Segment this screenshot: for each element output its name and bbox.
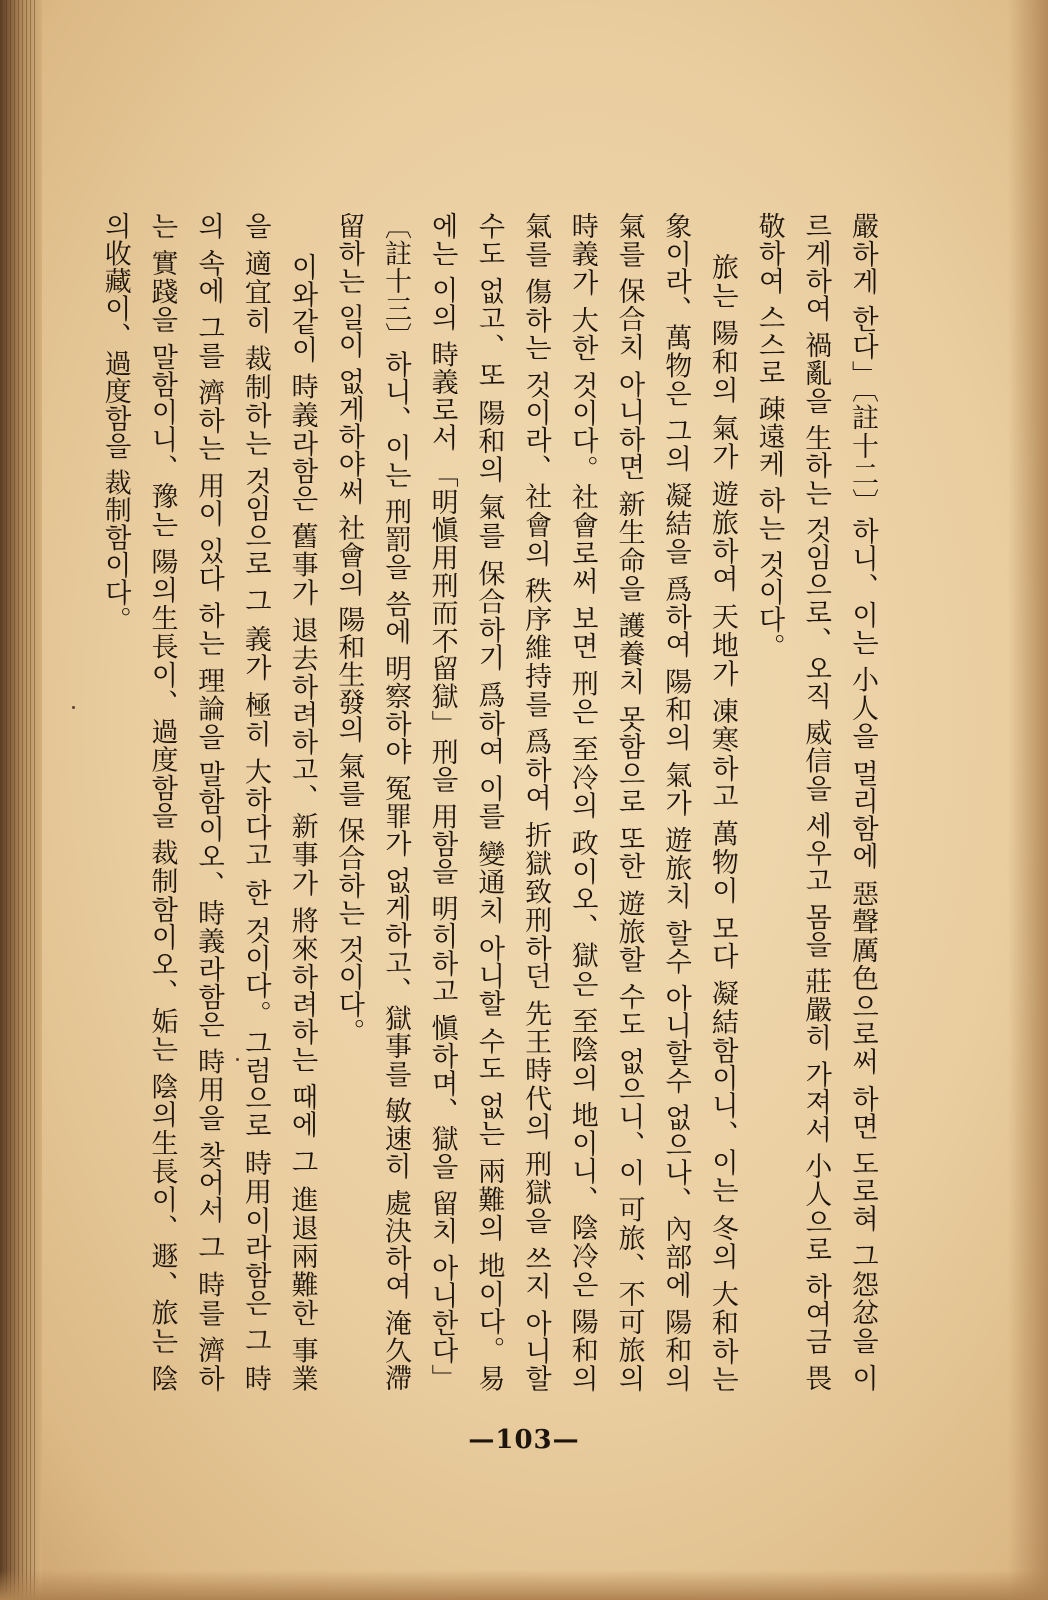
vertical-text-body <box>99 212 885 1392</box>
paper-speck <box>72 706 75 709</box>
paragraph-3: 이와같이 時義라함은 舊事가 退去하려하고、新事가 將來하려하는 때에 그 進退兩難한 事業을 適宜히 裁制하는 것임으로 그 義가 極히 大하다고 한 것이다。그럼으로 時用이라함은 그 時의 속에 그를 濟하는 用이 있다 하는 理論을 말함이오、時義라함은 時用을 찾어서 그 時를 濟하는 實踐을 말함이니、豫는 陽의生長이、過度함을 裁制함이오、姤는 陰의生長이、遯、旅는 陰의收藏이、過度함을 裁制함이다。 <box>99 212 318 1392</box>
paragraph-1: 嚴하게 한다」〔註十二〕하니、이는 小人을 멀리함에 惡聲厲色으로써 하면 도로혀 그怨忿을 이르게하여 禍亂을 生하는 것임으로、오직 威信을 세우고 몸을 莊嚴히 가져서 小人으로 하여금 畏敬하여 스스로 疎遠케 하는 것이다。 <box>753 212 878 1392</box>
page-bottom-shadow <box>0 1570 1048 1600</box>
paragraph-2: 旅는 陽和의 氣가 遊旅하여 天地가 凍寒하고 萬物이 모다 凝結함이니、이는 冬의 大和하는 象이라、萬物은 그의 凝結을 爲하여 陽和의 氣가 遊旅치 할수 아니할수 없으나、內部에 陽和의 氣를 保合치 아니하면 新生命을 護養치 못함으로 또한 遊旅할 수도 없으니、이 可旅、不可旅의 時義가 大한 것이다。社會로써 보면 刑은 至冷의 政이오、獄은 至陰의 地이니、陰冷은 陽和의 氣를 傷하는 것이라、社會의 秩序維持를 爲하여 折獄致刑하던 先王時代의 刑獄을 쓰지 아니할수도 없고、또 陽和의 氣를 保合하기 爲하여 이를 變通치 아니할 수도 없는 兩難의 地이다。易에는 이의 時義로서 「明愼用刑而不留獄」刑을 用함을 明히하고 愼하며、獄을 留치 아니한다」〔註十三〕하니、이는 刑罰을 씀에 明察하야 冤罪가 없게하고、獄事를 敏速히 處決하여 淹久滯留하는 일이 없게하야써 社會의 陽和生發의 氣를 保合하는 것이다。 <box>333 212 738 1392</box>
page-number: —103— <box>468 1425 580 1455</box>
paper-speck <box>236 1058 239 1061</box>
page-stack-lines <box>6 0 38 1600</box>
page-right-shadow <box>1008 0 1048 1600</box>
